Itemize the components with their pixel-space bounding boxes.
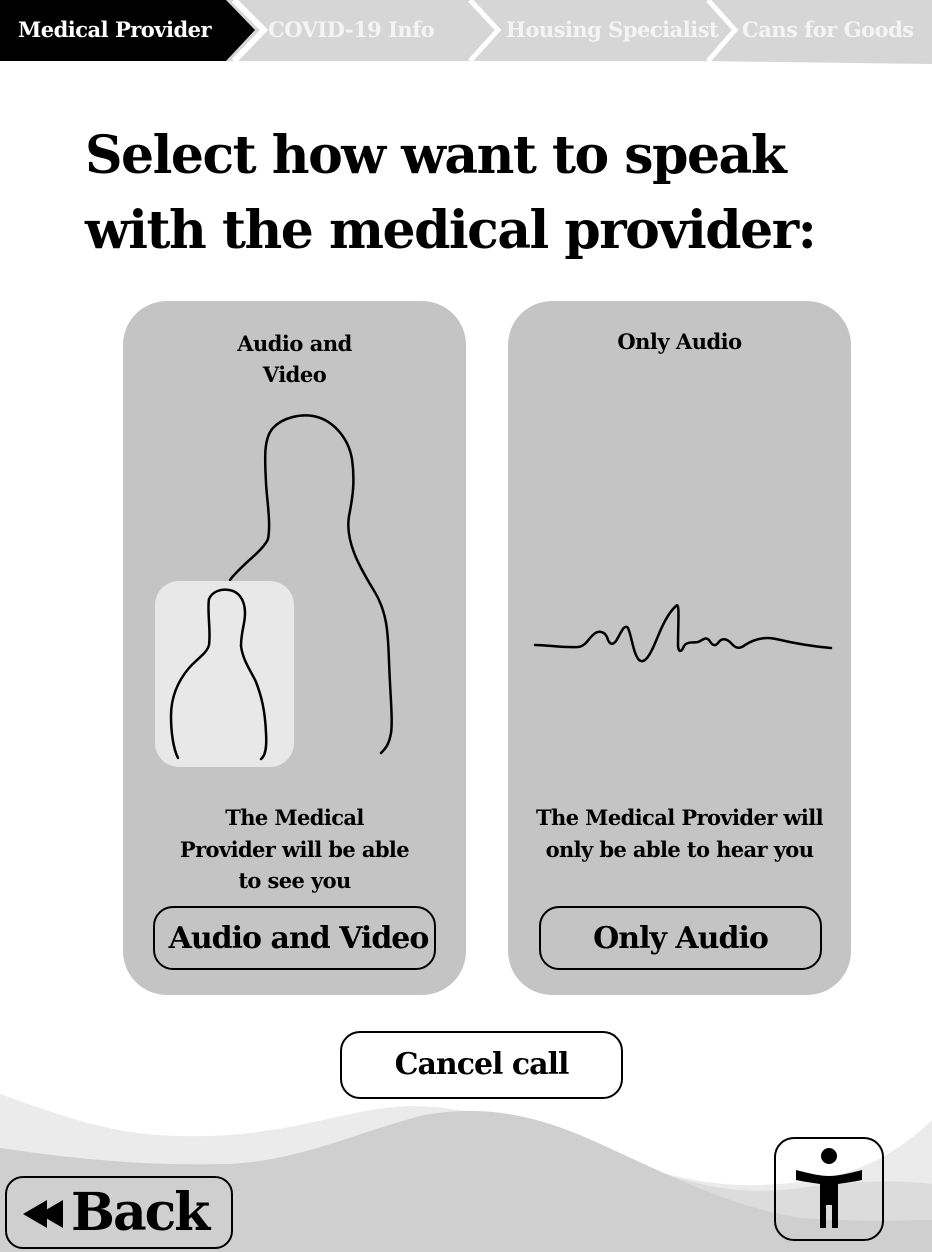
- option-description-line-1: The Medical: [225, 805, 364, 830]
- option-description-line-1: The Medical Provider will: [536, 805, 823, 830]
- back-button[interactable]: [5, 1176, 233, 1249]
- option-title-line-2: Video: [262, 362, 327, 387]
- video-call-silhouette-icon: [123, 301, 466, 801]
- audio-and-video-button[interactable]: Audio and Video: [153, 906, 436, 970]
- option-description-line-2: Provider will be able: [179, 836, 410, 862]
- audio-waveform-icon: [508, 301, 851, 801]
- option-title-line-1: Only Audio: [617, 329, 742, 354]
- option-description-line-3: to see you: [238, 868, 351, 893]
- back-label: Back: [71, 1182, 209, 1243]
- cancel-call-button[interactable]: Cancel call: [340, 1031, 623, 1099]
- accessibility-person-icon: [776, 1139, 882, 1239]
- option-card-audio-video[interactable]: [123, 301, 466, 995]
- option-title-line-1: Audio and: [237, 331, 352, 356]
- option-description: [123, 802, 466, 897]
- option-description-line-2: only be able to hear you: [545, 836, 814, 862]
- only-audio-button[interactable]: Only Audio: [539, 906, 822, 970]
- step-covid-19-info[interactable]: COVID-19 Info: [268, 17, 435, 42]
- accessibility-button[interactable]: [774, 1137, 884, 1241]
- step-breadcrumb: [0, 0, 932, 62]
- double-left-arrow-icon: [23, 1200, 71, 1228]
- step-medical-provider[interactable]: Medical Provider: [18, 17, 212, 42]
- option-card-only-audio[interactable]: [508, 301, 851, 995]
- page-title: [85, 118, 865, 268]
- option-description: [508, 802, 851, 865]
- page-title-line-2: with the medical provider:: [85, 200, 816, 261]
- page-title-line-1: Select how want to speak: [85, 125, 786, 186]
- step-cans-for-goods[interactable]: Cans for Goods: [742, 17, 914, 42]
- step-housing-specialist[interactable]: Housing Specialist: [506, 17, 719, 42]
